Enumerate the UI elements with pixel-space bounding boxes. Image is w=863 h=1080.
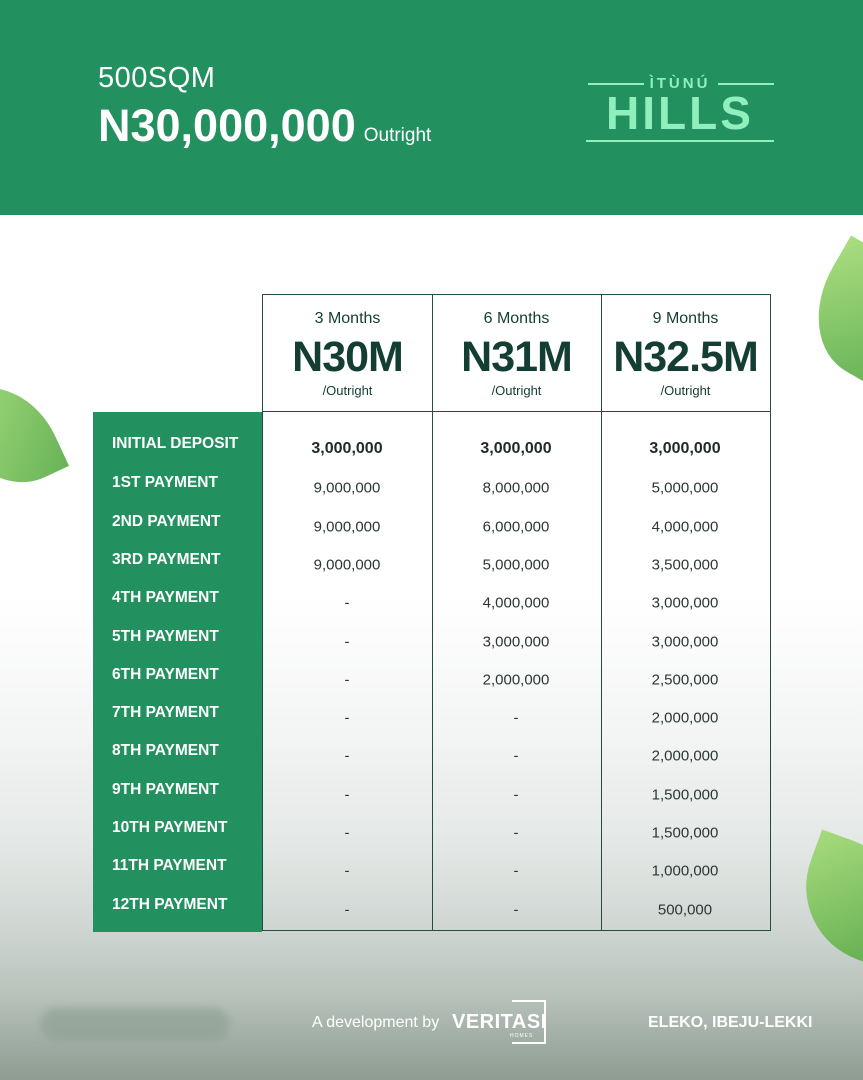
plan-header-6-months: [432, 295, 601, 411]
logo-main-text: HILLS: [606, 87, 754, 139]
payment-row-label: 1ST PAYMENT: [112, 474, 218, 492]
logo-top-text: ÌTÙNÚ: [649, 75, 711, 92]
payment-row-label: 4TH PAYMENT: [112, 589, 219, 607]
payment-amount-cell: 2,000,000: [651, 709, 719, 727]
payment-amount-cell: 1,000,000: [651, 862, 719, 880]
estate-logo: [586, 75, 774, 144]
plan-subtitle: /Outright: [322, 383, 373, 398]
payment-amount-cell: 9,000,000: [313, 518, 381, 536]
payment-label-column: [93, 412, 262, 932]
payment-row-label: 10TH PAYMENT: [112, 819, 228, 836]
payment-amount-cell: 3,000,000: [311, 440, 383, 457]
payment-amount-cell: 500,000: [657, 901, 713, 919]
payment-amount-cell: 4,000,000: [482, 594, 550, 612]
plan-duration: 3 Months: [314, 310, 381, 327]
header-divider: [263, 411, 770, 412]
payment-amount-cell: -: [513, 862, 519, 880]
payment-amount-cell: 3,500,000: [651, 556, 719, 574]
payment-amount-cell: 2,000,000: [482, 671, 550, 689]
leaf-decoration: [791, 236, 863, 385]
payment-amount-cell: 3,000,000: [482, 633, 550, 650]
plan-duration: 6 Months: [483, 310, 550, 327]
payment-amount-cell: 8,000,000: [482, 479, 550, 497]
payment-amount-cell: 3,000,000: [651, 633, 719, 650]
payment-row-label: 7TH PAYMENT: [112, 704, 219, 722]
plot-size: 500SQM: [98, 62, 216, 94]
payment-amount-cell: 9,000,000: [313, 479, 381, 497]
payment-amount-cell: 3,000,000: [480, 440, 552, 457]
payment-amount-cell: -: [344, 824, 350, 842]
plan-header-9-months: [601, 295, 770, 411]
payment-row-label: INITIAL DEPOSIT: [112, 435, 239, 452]
payment-amount-cell: 2,500,000: [651, 671, 719, 689]
payment-amount-cell: -: [513, 747, 519, 765]
price-suffix: Outright: [363, 125, 432, 146]
payment-row-label: 2ND PAYMENT: [112, 512, 221, 530]
payment-amount-cell: -: [513, 901, 519, 919]
header-banner: [0, 0, 863, 215]
plan-duration: 9 Months: [652, 310, 719, 327]
payment-amount-cell: -: [344, 671, 350, 689]
payment-amount-cell: -: [344, 633, 350, 650]
outright-price: N30,000,000: [98, 100, 356, 151]
payment-amount-cell: 5,000,000: [482, 556, 550, 574]
plan-total: N31M: [461, 333, 572, 381]
plan-subtitle: /Outright: [491, 383, 542, 398]
payment-amount-cell: 1,500,000: [651, 824, 719, 842]
payment-amount-cell: 1,500,000: [651, 786, 719, 804]
payment-row-label: 12TH PAYMENT: [112, 895, 228, 913]
developer-text: A development by: [312, 1014, 440, 1031]
payment-row-label: 6TH PAYMENT: [112, 665, 219, 683]
payment-amount-cell: -: [344, 594, 350, 612]
payment-amount-cell: 6,000,000: [482, 518, 550, 536]
payment-amount-cell: 9,000,000: [313, 556, 381, 574]
payment-row-label: 11TH PAYMENT: [112, 857, 227, 875]
payment-amount-cell: -: [344, 862, 350, 880]
plan-header-3-months: [263, 295, 432, 411]
logo-rule: [586, 140, 774, 142]
leaf-decoration: [0, 366, 69, 504]
payment-amount-cell: -: [513, 709, 519, 727]
plan-subtitle: /Outright: [660, 383, 711, 398]
payment-amount-cell: -: [344, 901, 350, 919]
payment-amount-cell: 3,000,000: [651, 594, 719, 612]
payment-amount-cell: -: [344, 747, 350, 765]
payment-amount-cell: 2,000,000: [651, 747, 719, 765]
payment-amount-cell: -: [344, 709, 350, 727]
payment-row-label: 3RD PAYMENT: [112, 550, 221, 568]
leaf-decoration: [785, 830, 863, 971]
payment-plan-table: [262, 294, 771, 931]
blurred-contact: [40, 1008, 230, 1042]
brand-subtext: HOMES: [510, 1033, 534, 1039]
payment-amount-cell: 4,000,000: [651, 518, 719, 536]
payment-row-label: 9TH PAYMENT: [112, 780, 219, 798]
payment-row-label: 5TH PAYMENT: [112, 627, 219, 645]
location-text: ELEKO, IBEJU-LEKKI: [648, 1014, 813, 1031]
plan-total: N32.5M: [613, 333, 758, 381]
price-row: [98, 100, 431, 152]
plan-total: N30M: [292, 333, 403, 381]
payment-amount-cell: -: [513, 786, 519, 804]
payment-amount-cell: -: [513, 824, 519, 842]
payment-amount-cell: 3,000,000: [649, 440, 721, 457]
developer-brand: VERITASI: [452, 1011, 547, 1033]
payment-row-label: 8TH PAYMENT: [112, 742, 219, 760]
payment-amount-cell: -: [344, 786, 350, 804]
payment-amount-cell: 5,000,000: [651, 479, 719, 497]
